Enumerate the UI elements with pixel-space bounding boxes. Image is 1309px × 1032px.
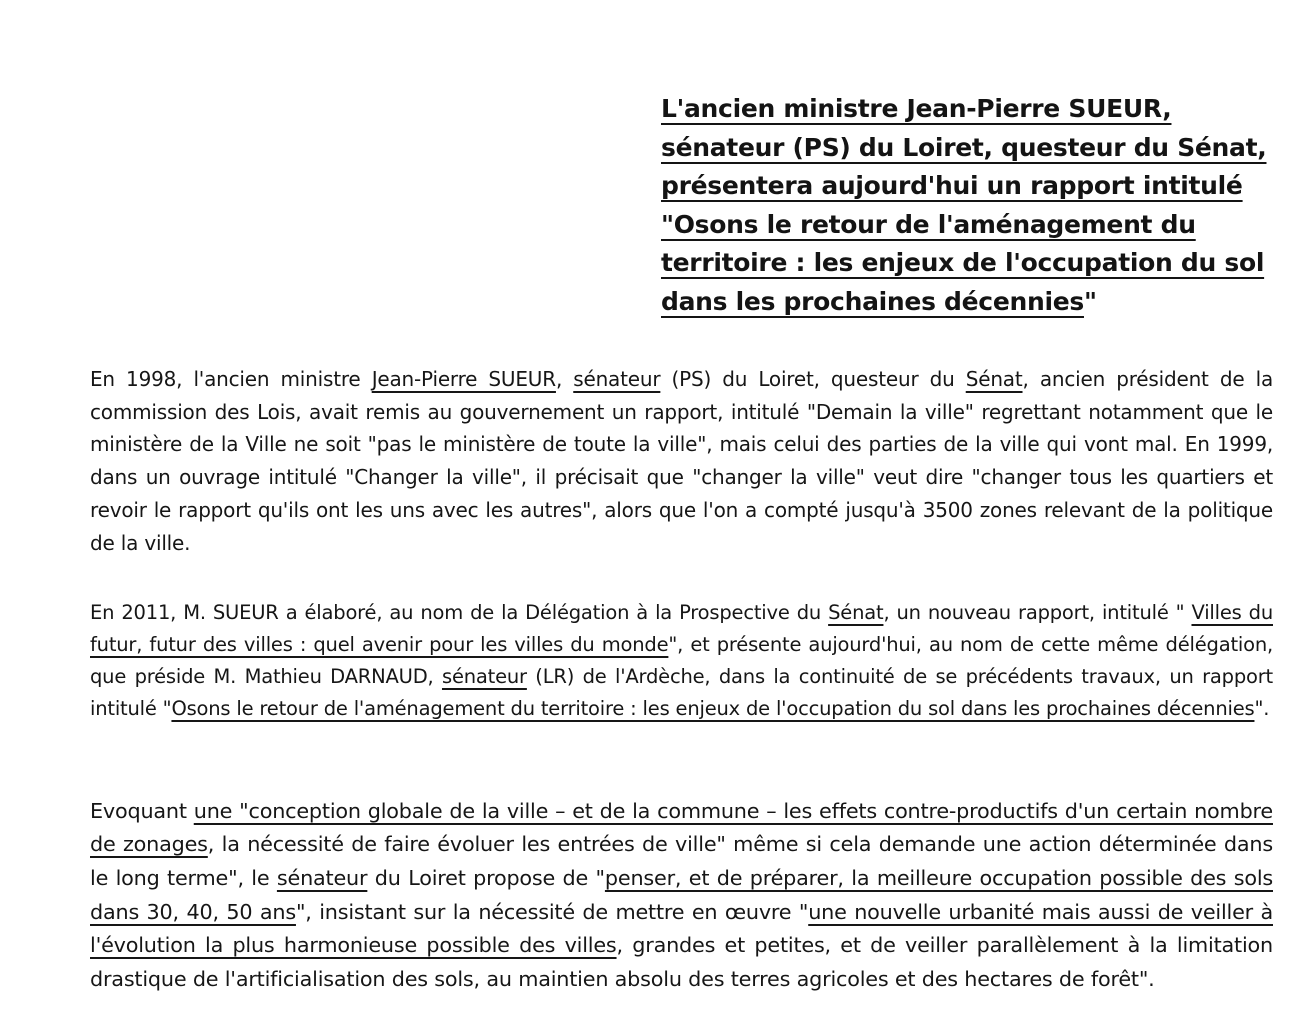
headline-line-1: L'ancien ministre Jean-Pierre SUEUR, — [661, 94, 1172, 123]
p2-underline-senateur: sénateur — [441, 664, 527, 688]
headline-line-3: présentera aujourd'hui un rapport intitulé — [661, 171, 1243, 200]
headline-closing-quote: " — [1083, 286, 1097, 316]
p3-underline-urbanite: une nouvelle urbanité mais aussi de veiller à l'évolution la plus harmonieuse possible des villes — [90, 899, 1273, 958]
p2-text-3: ", et présente aujourd'hui, au nom de cette même délégation, que préside M. Mathieu DARNAUD, — [90, 632, 1273, 688]
p1-underline-senat: Sénat — [965, 367, 1023, 391]
p1-text-2: , — [555, 367, 574, 391]
paragraph-2011-report — [90, 597, 1273, 725]
p3-text-1: Evoquant — [90, 798, 194, 823]
p3-text-4: ", insistant sur la nécessité de mettre en œuvre " — [295, 899, 809, 924]
headline-line-5: territoire : les enjeux de l'occupation du sol — [661, 248, 1265, 277]
p1-underline-senateur: sénateur — [573, 367, 661, 391]
headline-line-6: dans les prochaines décennies — [661, 286, 1084, 316]
headline-line-2: sénateur (PS) du Loiret, questeur du Sénat, — [661, 132, 1267, 162]
p2-text-2: , un nouveau rapport, intitulé " — [883, 600, 1192, 624]
p2-text-5: ". — [1254, 696, 1270, 720]
p2-text-1: En 2011, M. SUEUR a élaboré, au nom de la Délégation à la Prospective du — [90, 600, 829, 624]
p2-underline-villes-du-futur: Villes du futur, futur des villes : quel avenir pour les villes du monde — [90, 600, 1273, 656]
paragraph-1998-report — [90, 363, 1273, 559]
p3-underline-senateur: sénateur — [276, 865, 368, 890]
p3-text-3: du Loiret propose de " — [367, 865, 605, 890]
p3-underline-conception: une "conception globale de la ville – et de la commune – les effets contre-productifs d'un certain nombre de zonages — [90, 798, 1273, 857]
p1-underline-name: Jean-Pierre SUEUR — [371, 367, 556, 391]
p1-text-4: , ancien président de la commission des Lois, avait remis au gouvernement un rapport, intitulé "Demain la ville" regrettant notamment que le ministère de la Ville ne soit "pas le ministère de toute la ville", mais celui des parties de la ville qui vont mal. En 1999, dans un ouvrage intitulé "Changer la ville", il précisait que "changer la ville" veut dire "changer tous les quartiers et revoir le rapport qu'ils ont les uns avec les autres", alors que l'on a compté jusqu'à 3500 zones relevant de la politique de la ville. — [90, 367, 1273, 555]
p1-text-1: En 1998, l'ancien ministre — [90, 367, 372, 391]
headline-line-4: "Osons le retour de l'aménagement du — [661, 209, 1196, 239]
p3-text-5: , grandes et petites, et de veiller parallèlement à la limitation drastique de l'artificialisation des sols, au maintien absolu des terres agricoles et des hectares de forêt". — [90, 933, 1273, 991]
p2-underline-senat: Sénat — [828, 600, 884, 624]
p1-text-3: (PS) du Loiret, questeur du — [660, 367, 966, 391]
p2-underline-report-title: Osons le retour de l'aménagement du territoire : les enjeux de l'occupation du sol dans les prochaines décennies — [171, 696, 1255, 720]
p3-text-2: , la nécessité de faire évoluer les entrées de ville" même si cela demande une action déterminée dans le long terme", le — [90, 832, 1273, 890]
p3-underline-penser: penser, et de préparer, la meilleure occupation possible des sols dans 30, 40, 50 ans — [90, 865, 1273, 924]
p2-text-4: (LR) de l'Ardèche, dans la continuité de se précédents travaux, un rapport intitulé " — [90, 664, 1273, 720]
paragraph-proposals — [90, 795, 1273, 997]
article-headline — [661, 90, 1271, 321]
